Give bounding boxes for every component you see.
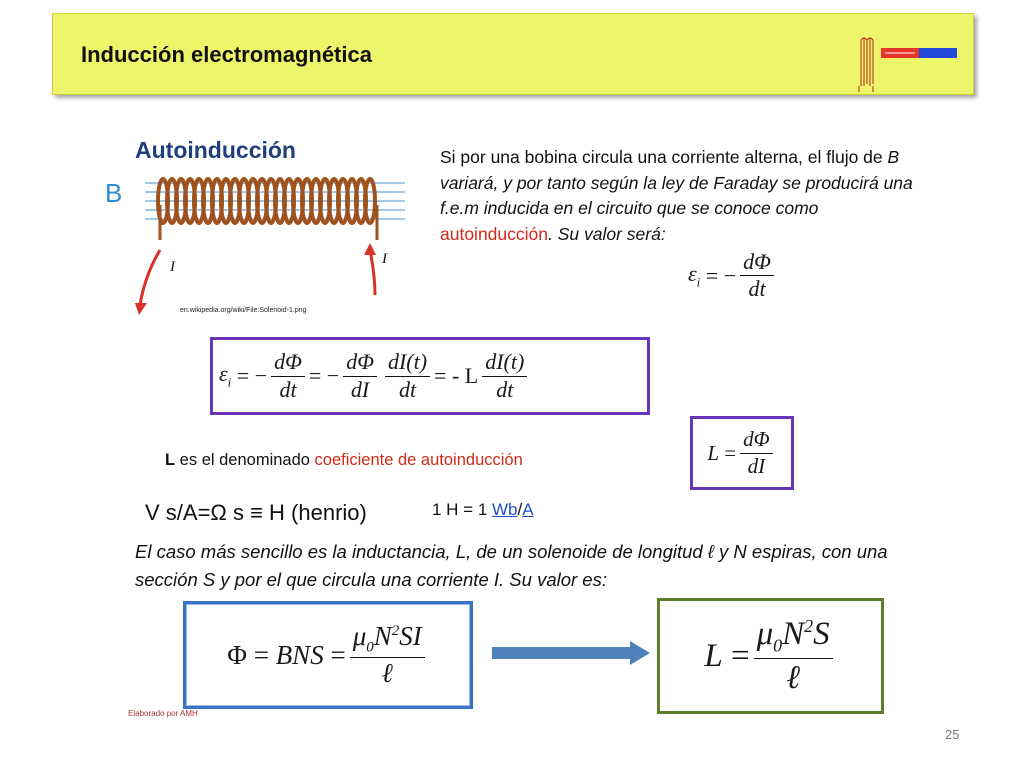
solenoid-figure	[105, 165, 415, 325]
solenoid-paragraph: El caso más sencillo es la inductancia, L, de un solenoide de longitud ℓ y N espiras, con una sección S y por el que circula una corriente I. Su valor es:	[135, 541, 888, 590]
intro-part3: . Su valor será:	[548, 223, 666, 244]
emf-expanded-formula-box: $\varepsilon_i$ = − $\frac{d\Phi}{dt}$ = − $\frac{d\Phi}{dI}$ $\frac{dI(t)}{dt}$ = - L $\frac{dI(t)}{dt}$	[210, 337, 650, 415]
inductance-result-box: L = $\frac{\mu_0N^2S}{\text{ℓ}}$	[657, 598, 884, 714]
current-label-right: I	[382, 251, 387, 267]
henry-definition	[432, 500, 534, 520]
current-label-left: I	[170, 259, 175, 275]
section-heading: Autoinducción	[135, 137, 296, 163]
emf-formula: $\varepsilon_i$ = − $\frac{d\Phi}{dt}$	[688, 250, 778, 301]
coefficient-line	[165, 451, 523, 470]
coefficient-text: es el denominado	[175, 451, 315, 469]
flux-formula-box: Φ = BNS = $\frac{\mu_0N^2SI}{\text{ℓ}}$	[183, 601, 473, 709]
intro-part1: Si por una bobina circula una corriente alterna, el flujo de	[440, 147, 888, 167]
henry-prefix: 1 H = 1	[432, 500, 493, 519]
figure-source: en.wikipedia.org/wiki/File:Solenoid-1.png	[180, 307, 307, 314]
b-field-label: B	[105, 178, 123, 208]
right-arrow-icon	[492, 641, 650, 665]
inductance-definition-box: L = $\frac{d\Phi}{dI}$	[690, 416, 794, 490]
title-banner	[52, 13, 974, 95]
magnet-coil-logo-icon	[851, 34, 961, 94]
slide-title: Inducción electromagnética	[81, 42, 372, 67]
page-number: 25	[945, 727, 960, 742]
intro-highlight: autoinducción	[440, 223, 548, 244]
author-credit: Elaborado por AMH	[128, 709, 198, 718]
coefficient-symbol: L	[165, 451, 176, 469]
ampere-link[interactable]: A	[522, 500, 534, 519]
units-line: V s/A=Ω s ≡ H (henrio)	[145, 500, 367, 525]
weber-link[interactable]: Wb	[492, 500, 518, 519]
coefficient-highlight: coeficiente de autoinducción	[314, 451, 523, 469]
intro-part2: B variará, y por tanto según la ley de Faraday se producirá una f.e.m inducida en el circuito que se conoce como	[440, 147, 913, 218]
henry-slash: /	[517, 500, 523, 519]
intro-paragraph	[440, 145, 920, 247]
